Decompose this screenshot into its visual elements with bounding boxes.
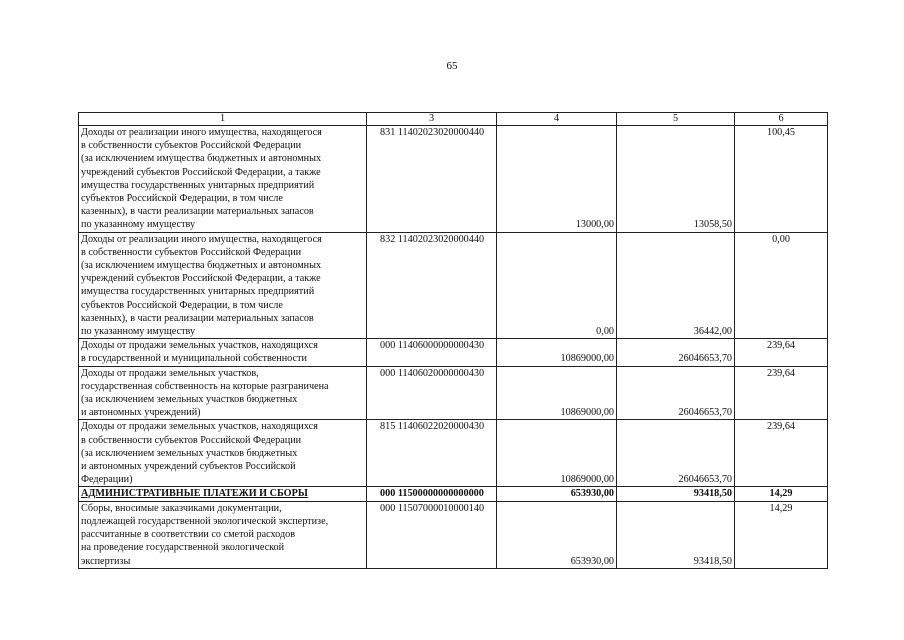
row-fact-amount: 26046653,70 (617, 339, 735, 366)
column-header-1: 1 (79, 113, 367, 126)
row-plan-amount: 653930,00 (497, 487, 617, 501)
row-percent: 239,64 (735, 366, 828, 420)
row-description: АДМИНИСТРАТИВНЫЕ ПЛАТЕЖИ И СБОРЫ (79, 487, 367, 501)
row-percent: 239,64 (735, 420, 828, 487)
row-code: 815 11406022020000430 (367, 420, 497, 487)
row-percent: 14,29 (735, 487, 828, 501)
table-row (79, 501, 828, 568)
row-plan-amount: 653930,00 (497, 501, 617, 568)
row-fact-amount: 26046653,70 (617, 420, 735, 487)
row-fact-amount: 93418,50 (617, 487, 735, 501)
table-header-row (79, 113, 828, 126)
row-code: 832 11402023020000440 (367, 232, 497, 339)
page-number: 65 (446, 60, 458, 72)
row-fact-amount: 36442,00 (617, 232, 735, 339)
row-description: Сборы, вносимые заказчиками документации, подлежащей государственной экологической экспертизе, рассчитанные в соответствии со сметой расходов на проведение государственной экологической экспертизы (79, 501, 367, 568)
table-row (79, 339, 828, 366)
row-code: 000 11500000000000000 (367, 487, 497, 501)
row-code: 831 11402023020000440 (367, 126, 497, 233)
column-header-5: 5 (617, 113, 735, 126)
row-description: Доходы от реализации иного имущества, находящегося в собственности субъектов Российской Федерации (за исключением имущества бюджетных и автономных учреждений субъектов Российской Федерации, а также имущества государственных унитарных предприятий субъектов Российской Федерации, в том числе казенных), в части реализации материальных запасов по указанному имуществу (79, 232, 367, 339)
row-code: 000 11406020000000430 (367, 366, 497, 420)
row-plan-amount: 0,00 (497, 232, 617, 339)
row-plan-amount: 13000,00 (497, 126, 617, 233)
row-description: Доходы от продажи земельных участков, находящихся в собственности субъектов Российской Федерации (за исключением земельных участков бюджетных и автономных учреждений субъектов Российской Федерации) (79, 420, 367, 487)
revenue-table (78, 112, 828, 569)
row-plan-amount: 10869000,00 (497, 366, 617, 420)
row-percent: 239,64 (735, 339, 828, 366)
row-fact-amount: 13058,50 (617, 126, 735, 233)
table-row (79, 232, 828, 339)
row-fact-amount: 93418,50 (617, 501, 735, 568)
table-row (79, 420, 828, 487)
table-row (79, 126, 828, 233)
column-header-3: 3 (367, 113, 497, 126)
row-percent: 0,00 (735, 232, 828, 339)
row-percent: 14,29 (735, 501, 828, 568)
row-description: Доходы от продажи земельных участков, государственная собственность на которые разграничена (за исключением земельных участков бюджетных и автономных учреждений) (79, 366, 367, 420)
row-plan-amount: 10869000,00 (497, 420, 617, 487)
column-header-4: 4 (497, 113, 617, 126)
column-header-6: 6 (735, 113, 828, 126)
row-plan-amount: 10869000,00 (497, 339, 617, 366)
row-code: 000 11406000000000430 (367, 339, 497, 366)
table-row (79, 366, 828, 420)
row-fact-amount: 26046653,70 (617, 366, 735, 420)
row-description: Доходы от реализации иного имущества, находящегося в собственности субъектов Российской Федерации (за исключением имущества бюджетных и автономных учреждений субъектов Российской Федерации, а также имущества государственных унитарных предприятий субъектов Российской Федерации, в том числе казенных), в части реализации материальных запасов по указанному имуществу (79, 126, 367, 233)
row-percent: 100,45 (735, 126, 828, 233)
row-code: 000 11507000010000140 (367, 501, 497, 568)
row-description: Доходы от продажи земельных участков, находящихся в государственной и муниципальной собственности (79, 339, 367, 366)
section-total-row (79, 487, 828, 501)
